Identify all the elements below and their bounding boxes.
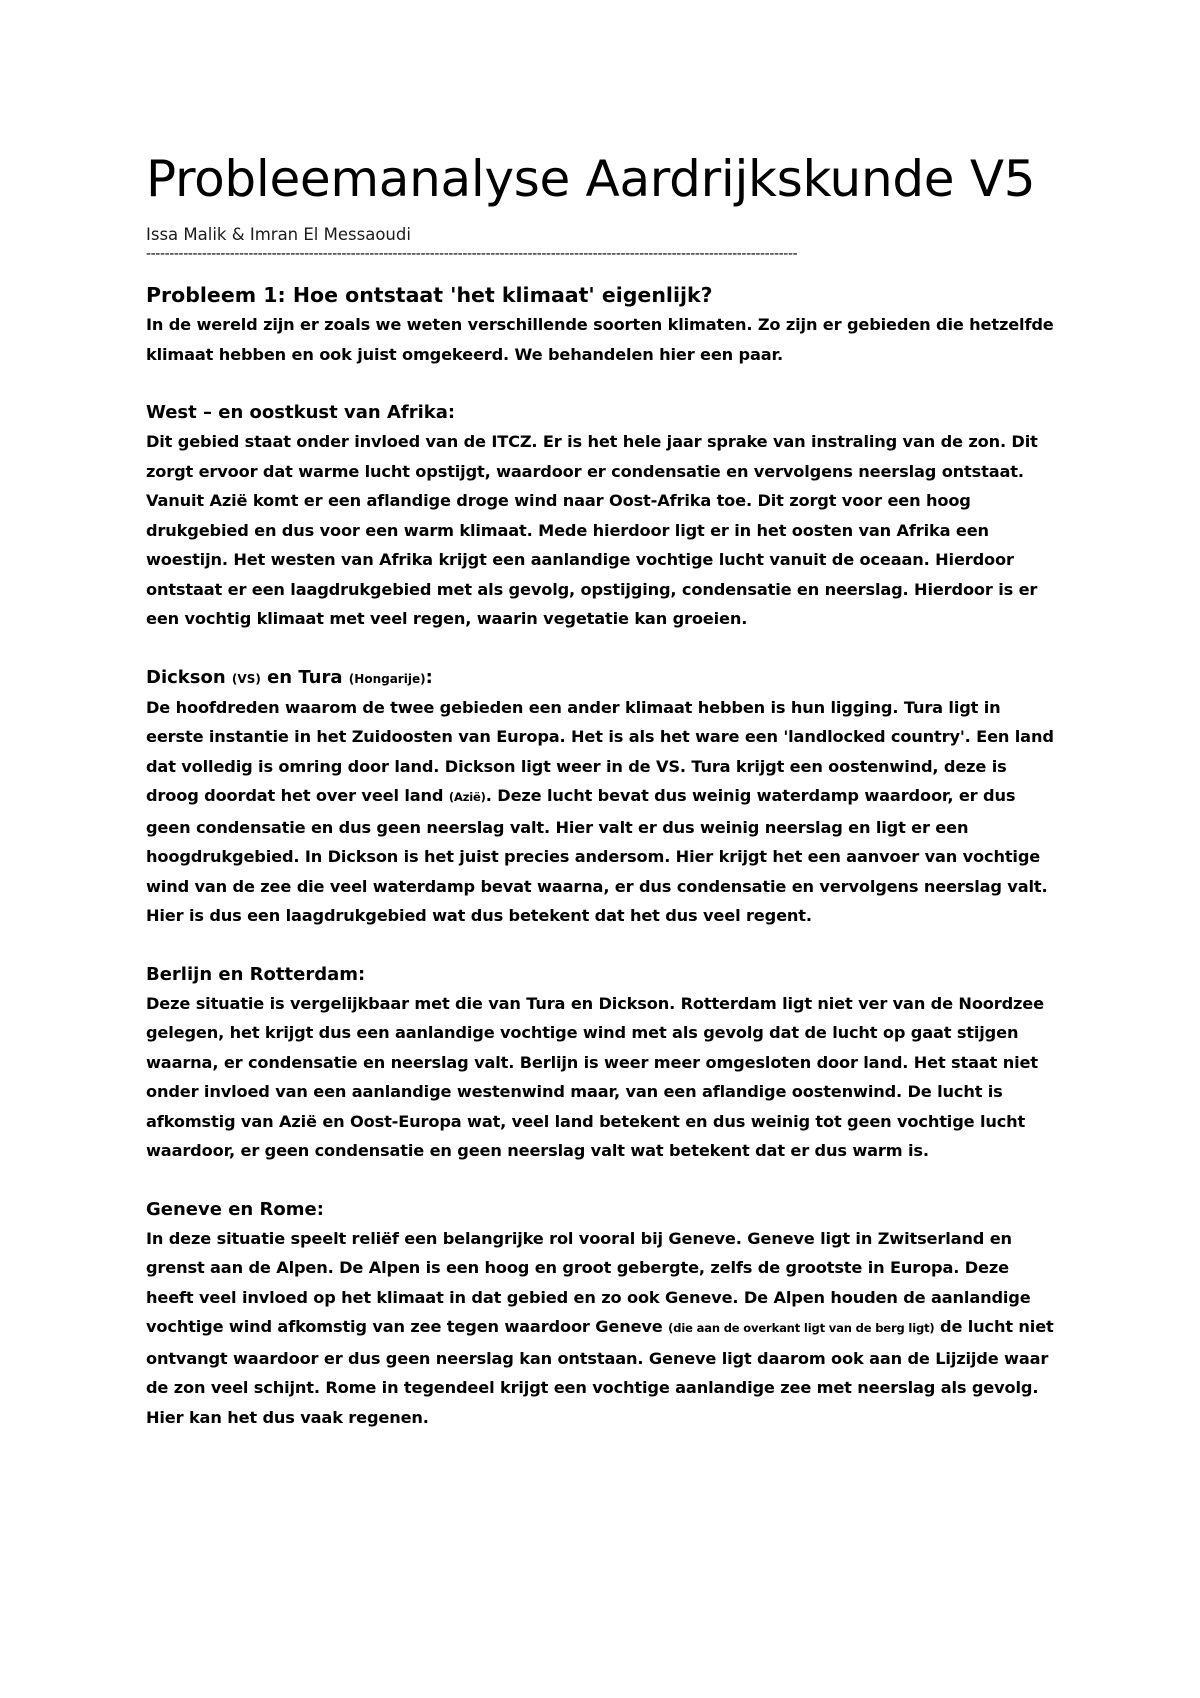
section-body-dickson-tura: [146, 693, 1056, 931]
section-heading-geneve-rome: Geneve en Rome:: [146, 1198, 324, 1220]
body-note: (die aan de overkant ligt van de berg ligt): [668, 1321, 935, 1335]
section-body-geneve-rome: [146, 1224, 1056, 1433]
section-heading-dickson-tura: [146, 664, 1056, 693]
divider-line: --------------------------------------------------------------------------------------------------------------------------------------------: [146, 246, 798, 262]
body-text: . Deze lucht bevat dus weinig waterdamp waardoor, er dus geen condensatie en dus geen neerslag valt. Hier valt er dus weinig neerslag en ligt er een hoogdrukgebied. In Dickson is het juist precies andersom. Hier krijgt het een aanvoer van vochtige wind van de zee die veel waterdamp bevat waarna, er dus condensatie en vervolgens neerslag valt. Hier is dus een laagdrukgebied wat dus betekent dat het dus veel regent.: [146, 786, 1048, 925]
document-authors: Issa Malik & Imran El Messaoudi: [146, 225, 411, 244]
section-heading-berlijn-rotterdam: Berlijn en Rotterdam:: [146, 963, 366, 985]
document-title: Probleemanalyse Aardrijkskunde V5: [146, 150, 1036, 208]
body-note: (Azië): [448, 790, 486, 804]
section-body-afrika: Dit gebied staat onder invloed van de ITCZ. Er is het hele jaar sprake van instraling van de zon. Dit zorgt ervoor dat warme lucht opstijgt, waardoor er condensatie en vervolgens neerslag ontstaat. Vanuit Azië komt er een aflandige droge wind naar Oost-Afrika toe. Dit zorgt voor een hoog drukgebied en dus voor een warm klimaat. Mede hierdoor ligt er in het oosten van Afrika een woestijn. Het westen van Afrika krijgt een aanlandige vochtige lucht vanuit de oceaan. Hierdoor ontstaat er een laagdrukgebied met als gevolg, opstijging, condensatie en neerslag. Hierdoor is er een vochtig klimaat met veel regen, waarin vegetatie kan groeien.: [146, 432, 1038, 628]
heading-text: en Tura: [260, 666, 349, 688]
body-text: In deze situatie speelt reliëf een belangrijke rol vooral bij Geneve. Geneve ligt in Zwitserland en grenst aan de Alpen. De Alpen is een hoog en groot gebergte, zelfs de grootste in Europa. Deze heeft veel invloed op het klimaat in dat gebied en zo ook Geneve. De Alpen houden de aanlandige vochtige wind afkomstig van zee tegen waardoor Geneve: [146, 1228, 1031, 1336]
problem-intro: In de wereld zijn er zoals we weten verschillende soorten klimaten. Zo zijn er gebieden die hetzelfde klimaat hebben en ook juist omgekeerd. We behandelen hier een paar.: [146, 315, 1054, 364]
heading-text: :: [425, 666, 433, 688]
heading-note: (Hongarije): [348, 671, 426, 686]
heading-text: Dickson: [146, 666, 232, 688]
document-page: [146, 146, 1056, 1432]
section-body-berlijn-rotterdam: Deze situatie is vergelijkbaar met die van Tura en Dickson. Rotterdam ligt niet ver van de Noordzee gelegen, het krijgt dus een aanlandige vochtige wind met als gevolg dat de lucht op gaat stijgen waarna, er condensatie en neerslag valt. Berlijn is weer meer omgesloten door land. Het staat niet onder invloed van een aanlandige westenwind maar, van een aflandige oostenwind. De lucht is afkomstig van Azië en Oost-Europa wat, veel land betekent en dus weinig tot geen vochtige lucht waardoor, er geen condensatie en geen neerslag valt wat betekent dat er dus warm is.: [146, 993, 1044, 1160]
body-text: De hoofdreden waarom de twee gebieden een ander klimaat hebben is hun ligging. Tura ligt in eerste instantie in het Zuidoosten van Europa. Het is als het ware een 'landlocked country'. Een land dat volledig is omring door land. Dickson ligt weer in de VS. Tura krijgt een oostenwind, deze is droog doordat het over veel land: [146, 697, 1054, 805]
heading-note: (VS): [231, 671, 261, 686]
body-text: de lucht niet ontvangt waardoor er dus geen neerslag kan ontstaan. Geneve ligt daarom ook aan de Lijzijde waar de zon veel schijnt. Rome in tegendeel krijgt een vochtige aanlandige zee met neerslag als gevolg. Hier kan het dus vaak regenen.: [146, 1317, 1054, 1427]
section-heading-afrika: West – en oostkust van Afrika:: [146, 402, 456, 423]
problem-heading: Probleem 1: Hoe ontstaat 'het klimaat' eigenlijk?: [146, 283, 713, 307]
